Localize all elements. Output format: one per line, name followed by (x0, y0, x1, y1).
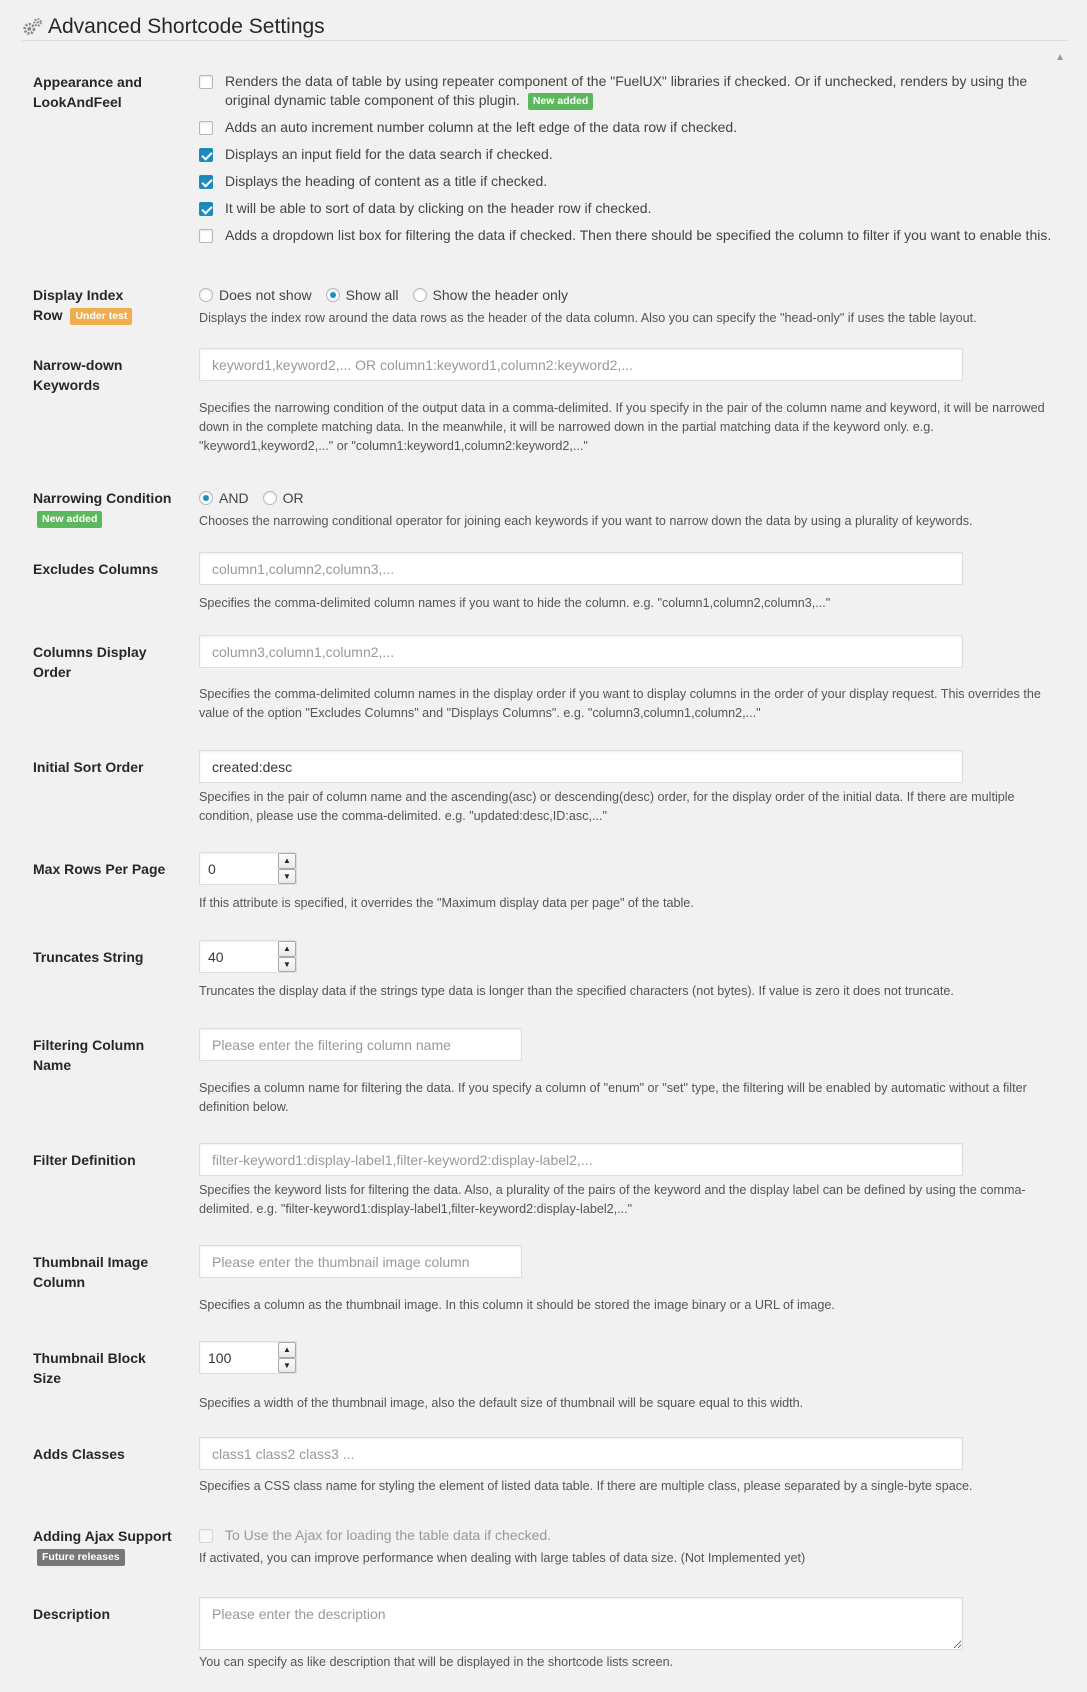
label-filtering-column: Filtering Column Name (33, 1037, 145, 1073)
truncates-string-description: Truncates the display data if the strings type data is longer than the specified characters (not bytes). If value is zero it does not truncate. (199, 984, 954, 998)
filter-definition-input[interactable] (199, 1143, 963, 1176)
new-added-badge-condition: New added (37, 511, 102, 528)
label-filter-definition: Filter Definition (33, 1152, 136, 1168)
filtering-column-description: Specifies a column name for filtering the data. If you specify a column of "enum" or "set" type, the filtering will be enabled by automatic without a filter definition below. (199, 1081, 1027, 1114)
excludes-columns-description: Specifies the comma-delimited column names if you want to hide the column. e.g. "column1,column2,column3,..." (199, 596, 831, 610)
narrow-keywords-input[interactable] (199, 348, 963, 381)
filtering-column-input[interactable] (199, 1028, 522, 1061)
label-ajax-support: Adding Ajax Support (33, 1528, 172, 1544)
label-display-index: Display Index Row (33, 287, 124, 323)
display-index-description: Displays the index row around the data rows as the header of the data column. Also you can specify the "head-only" if uses the table layout. (199, 311, 977, 325)
option-ajax[interactable] (199, 1526, 1069, 1545)
under-test-badge: Under test (70, 308, 132, 325)
option-heading-text: Displays the heading of content as a title if checked. (225, 173, 548, 189)
decrement-icon[interactable]: ▼ (278, 1358, 296, 1374)
new-added-badge: New added (528, 93, 593, 110)
truncates-string-stepper[interactable] (199, 940, 297, 973)
label-excludes-columns: Excludes Columns (33, 561, 159, 577)
max-rows-description: If this attribute is specified, it overrides the "Maximum display data per page" of the table. (199, 896, 694, 910)
checkbox-dropdown-filter[interactable] (199, 229, 213, 243)
radio-or[interactable]: OR (263, 488, 304, 508)
label-narrowing-condition: Narrowing Condition (33, 490, 172, 506)
scroll-up-icon[interactable]: ▲ (1055, 52, 1065, 63)
checkbox-heading[interactable] (199, 175, 213, 189)
option-search[interactable] (199, 145, 1069, 164)
option-sort-text: It will be able to sort of data by clicking on the header row if checked. (225, 200, 652, 216)
checkbox-auto-increment[interactable] (199, 121, 213, 135)
label-columns-display-order: Columns Display Order (33, 644, 147, 680)
checkbox-search[interactable] (199, 148, 213, 162)
description-textarea[interactable] (199, 1597, 963, 1650)
adds-classes-input[interactable] (199, 1437, 963, 1470)
increment-icon[interactable]: ▲ (278, 853, 296, 869)
radio-show-all[interactable]: Show all (326, 285, 399, 305)
option-fuelux[interactable] (199, 72, 1069, 110)
condition-radio-group (199, 488, 1069, 508)
thumbnail-column-description: Specifies a column as the thumbnail image. In this column it should be stored the image binary or a URL of image. (199, 1298, 835, 1312)
option-auto-increment[interactable] (199, 118, 1069, 137)
label-max-rows: Max Rows Per Page (33, 861, 166, 877)
excludes-columns-input[interactable] (199, 552, 963, 585)
label-initial-sort-order: Initial Sort Order (33, 759, 144, 775)
future-releases-badge: Future releases (37, 1549, 125, 1566)
option-search-text: Displays an input field for the data search if checked. (225, 146, 553, 162)
ajax-support-description: If activated, you can improve performance when dealing with large tables of data size. (Not Implemented yet) (199, 1551, 806, 1565)
label-truncates-string: Truncates String (33, 949, 144, 965)
label-adds-classes: Adds Classes (33, 1446, 125, 1462)
label-thumbnail-column: Thumbnail Image Column (33, 1254, 149, 1290)
checkbox-fuelux[interactable] (199, 75, 213, 89)
thumbnail-size-description: Specifies a width of the thumbnail image, also the default size of thumbnail will be square equal to this width. (199, 1396, 804, 1410)
decrement-icon[interactable]: ▼ (278, 869, 296, 885)
option-dropdown-filter-text: Adds a dropdown list box for filtering the data if checked. Then there should be specified the column to filter if you want to enable this. (225, 227, 1052, 243)
gears-icon (22, 16, 44, 38)
thumbnail-size-stepper[interactable] (199, 1341, 297, 1374)
description-field-description: You can specify as like description that will be displayed in the shortcode lists screen. (199, 1655, 674, 1669)
checkbox-sort[interactable] (199, 202, 213, 216)
columns-display-order-description: Specifies the comma-delimited column names in the display order if you want to display columns in the order of your display request. This overrides the value of the option "Excludes Columns" and "Displays Columns". e.g. "column3,column1,column2,..." (199, 687, 1041, 720)
page-header (22, 12, 1087, 42)
option-dropdown-filter[interactable] (199, 226, 1069, 245)
appearance-options (199, 72, 1069, 253)
initial-sort-order-description: Specifies in the pair of column name and the ascending(asc) or descending(desc) order, for the display order of the initial data. If there are multiple condition, please use the comma-delimited. e.g. "updated:desc,ID:asc,..." (199, 790, 1015, 823)
initial-sort-order-input[interactable] (199, 750, 963, 783)
option-auto-increment-text: Adds an auto increment number column at the left edge of the data row if checked. (225, 119, 738, 135)
decrement-icon[interactable]: ▼ (278, 957, 296, 973)
label-thumbnail-size: Thumbnail Block Size (33, 1350, 146, 1386)
label-narrow-keywords: Narrow-down Keywords (33, 357, 123, 393)
adds-classes-description: Specifies a CSS class name for styling the element of listed data table. If there are multiple class, please separated by a single-byte space. (199, 1479, 973, 1493)
header-divider (22, 40, 1068, 41)
label-description: Description (33, 1606, 111, 1622)
radio-and[interactable]: AND (199, 488, 249, 508)
label-appearance: Appearance and LookAndFeel (33, 74, 142, 110)
option-heading[interactable] (199, 172, 1069, 191)
option-ajax-text: To Use the Ajax for loading the table data if checked. (225, 1527, 552, 1543)
checkbox-ajax[interactable] (199, 1529, 213, 1543)
increment-icon[interactable]: ▲ (278, 1342, 296, 1358)
max-rows-stepper[interactable] (199, 852, 297, 885)
narrow-keywords-description: Specifies the narrowing condition of the output data in a comma-delimited. If you specify in the pair of the column name and keyword, it will be narrowed down in the complete matching data. In the meanwhile, it will be narrowed down in the partial matching data if the keyword only. e.g. "keyword1,keyword2,..." or "column1:keyword1,column2:keyword2,..." (199, 401, 1045, 453)
columns-display-order-input[interactable] (199, 635, 963, 668)
index-row-radio-group (199, 285, 1069, 305)
radio-does-not-show[interactable]: Does not show (199, 285, 312, 305)
page-title: Advanced Shortcode Settings (48, 15, 325, 38)
filter-definition-description: Specifies the keyword lists for filtering the data. Also, a plurality of the pairs of the keyword and the display label can be defined by using the comma-delimited. e.g. "filter-keyword1:display-label1,filter-keyword2:display-label2,..." (199, 1183, 1026, 1216)
narrowing-condition-description: Chooses the narrowing conditional operator for joining each keywords if you want to narrow down the data by using a plurality of keywords. (199, 514, 973, 528)
option-fuelux-text: Renders the data of table by using repeater component of the "FuelUX" libraries if checked. Or if unchecked, renders by using the original dynamic table component of this plugin. (225, 73, 1028, 108)
option-sort[interactable] (199, 199, 1069, 218)
increment-icon[interactable]: ▲ (278, 941, 296, 957)
thumbnail-column-input[interactable] (199, 1245, 522, 1278)
radio-show-header-only[interactable]: Show the header only (413, 285, 568, 305)
